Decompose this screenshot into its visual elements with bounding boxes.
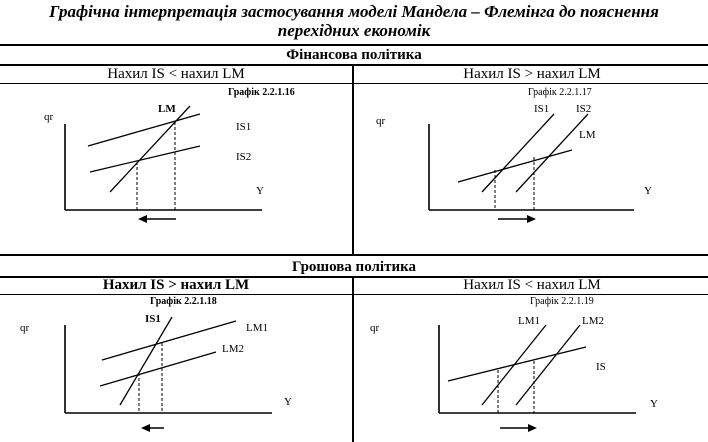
lm-label: LM (579, 129, 596, 141)
is1-label: IS1 (236, 121, 252, 133)
x-axis-label: Y (256, 185, 264, 197)
is2-curve (516, 114, 588, 192)
cell-header-fiscal-left: Нахил IS < нахил LM (107, 66, 245, 82)
cell-header-monetary-right: Нахил IS < нахил LM (463, 277, 601, 293)
arrow-head (138, 215, 147, 223)
is2-curve (90, 146, 200, 172)
y-axis-label: qr (20, 322, 30, 334)
section-title-fiscal: Фінансова політика (286, 47, 422, 63)
document-title-line-2: перехідних економік (277, 21, 431, 40)
y-axis-label: qr (376, 115, 386, 127)
lm1-label: LM1 (246, 322, 268, 334)
y-axis-label: qr (370, 322, 380, 334)
x-axis-label: Y (284, 396, 292, 408)
is1-curve (88, 114, 200, 146)
lm2-curve (516, 325, 580, 405)
is1-label: IS1 (534, 103, 550, 115)
lm-curve (110, 106, 190, 192)
graph-caption: Графік 2.2.1.16 (228, 87, 295, 98)
cell-header-fiscal-right: Нахил IS > нахил LM (463, 66, 601, 82)
graph-caption: Графік 2.2.1.17 (528, 87, 592, 98)
graph-panel-monetary-left (0, 295, 352, 442)
is2-label: IS2 (576, 103, 592, 115)
arrow-head (528, 424, 537, 432)
arrow-head (141, 424, 150, 432)
lm1-curve (102, 321, 236, 360)
is-label: IS (596, 361, 606, 373)
lm1-label: LM1 (518, 315, 540, 327)
document-title-line-1: Графічна інтерпретація застосування моделі Мандела – Флемінга до пояснення (49, 2, 659, 21)
arrow-head (527, 215, 536, 223)
is1-curve (482, 114, 554, 192)
graph-caption: Графік 2.2.1.19 (530, 296, 594, 307)
lm-label: LM (158, 103, 176, 115)
cell-header-monetary-left: Нахил IS > нахил LM (102, 277, 250, 293)
x-axis-label: Y (644, 185, 652, 197)
lm-curve (458, 150, 572, 182)
is-curve (448, 347, 586, 381)
lm2-label: LM2 (222, 343, 244, 355)
table-top-border (0, 44, 708, 46)
lm2-label: LM2 (582, 315, 604, 327)
y-axis-label: qr (44, 111, 54, 123)
graph-panel-fiscal-left (0, 84, 352, 254)
section-divider (0, 254, 708, 256)
is1-label: IS1 (145, 313, 161, 325)
lm2-curve (100, 352, 216, 386)
graph-caption: Графік 2.2.1.18 (150, 296, 217, 307)
graph-panel-fiscal-right (354, 84, 708, 254)
is2-label: IS2 (236, 151, 252, 163)
is1-curve (120, 317, 172, 405)
x-axis-label: Y (650, 398, 658, 410)
graph-panel-monetary-right (354, 295, 708, 442)
section-title-monetary: Грошова політика (291, 259, 417, 275)
